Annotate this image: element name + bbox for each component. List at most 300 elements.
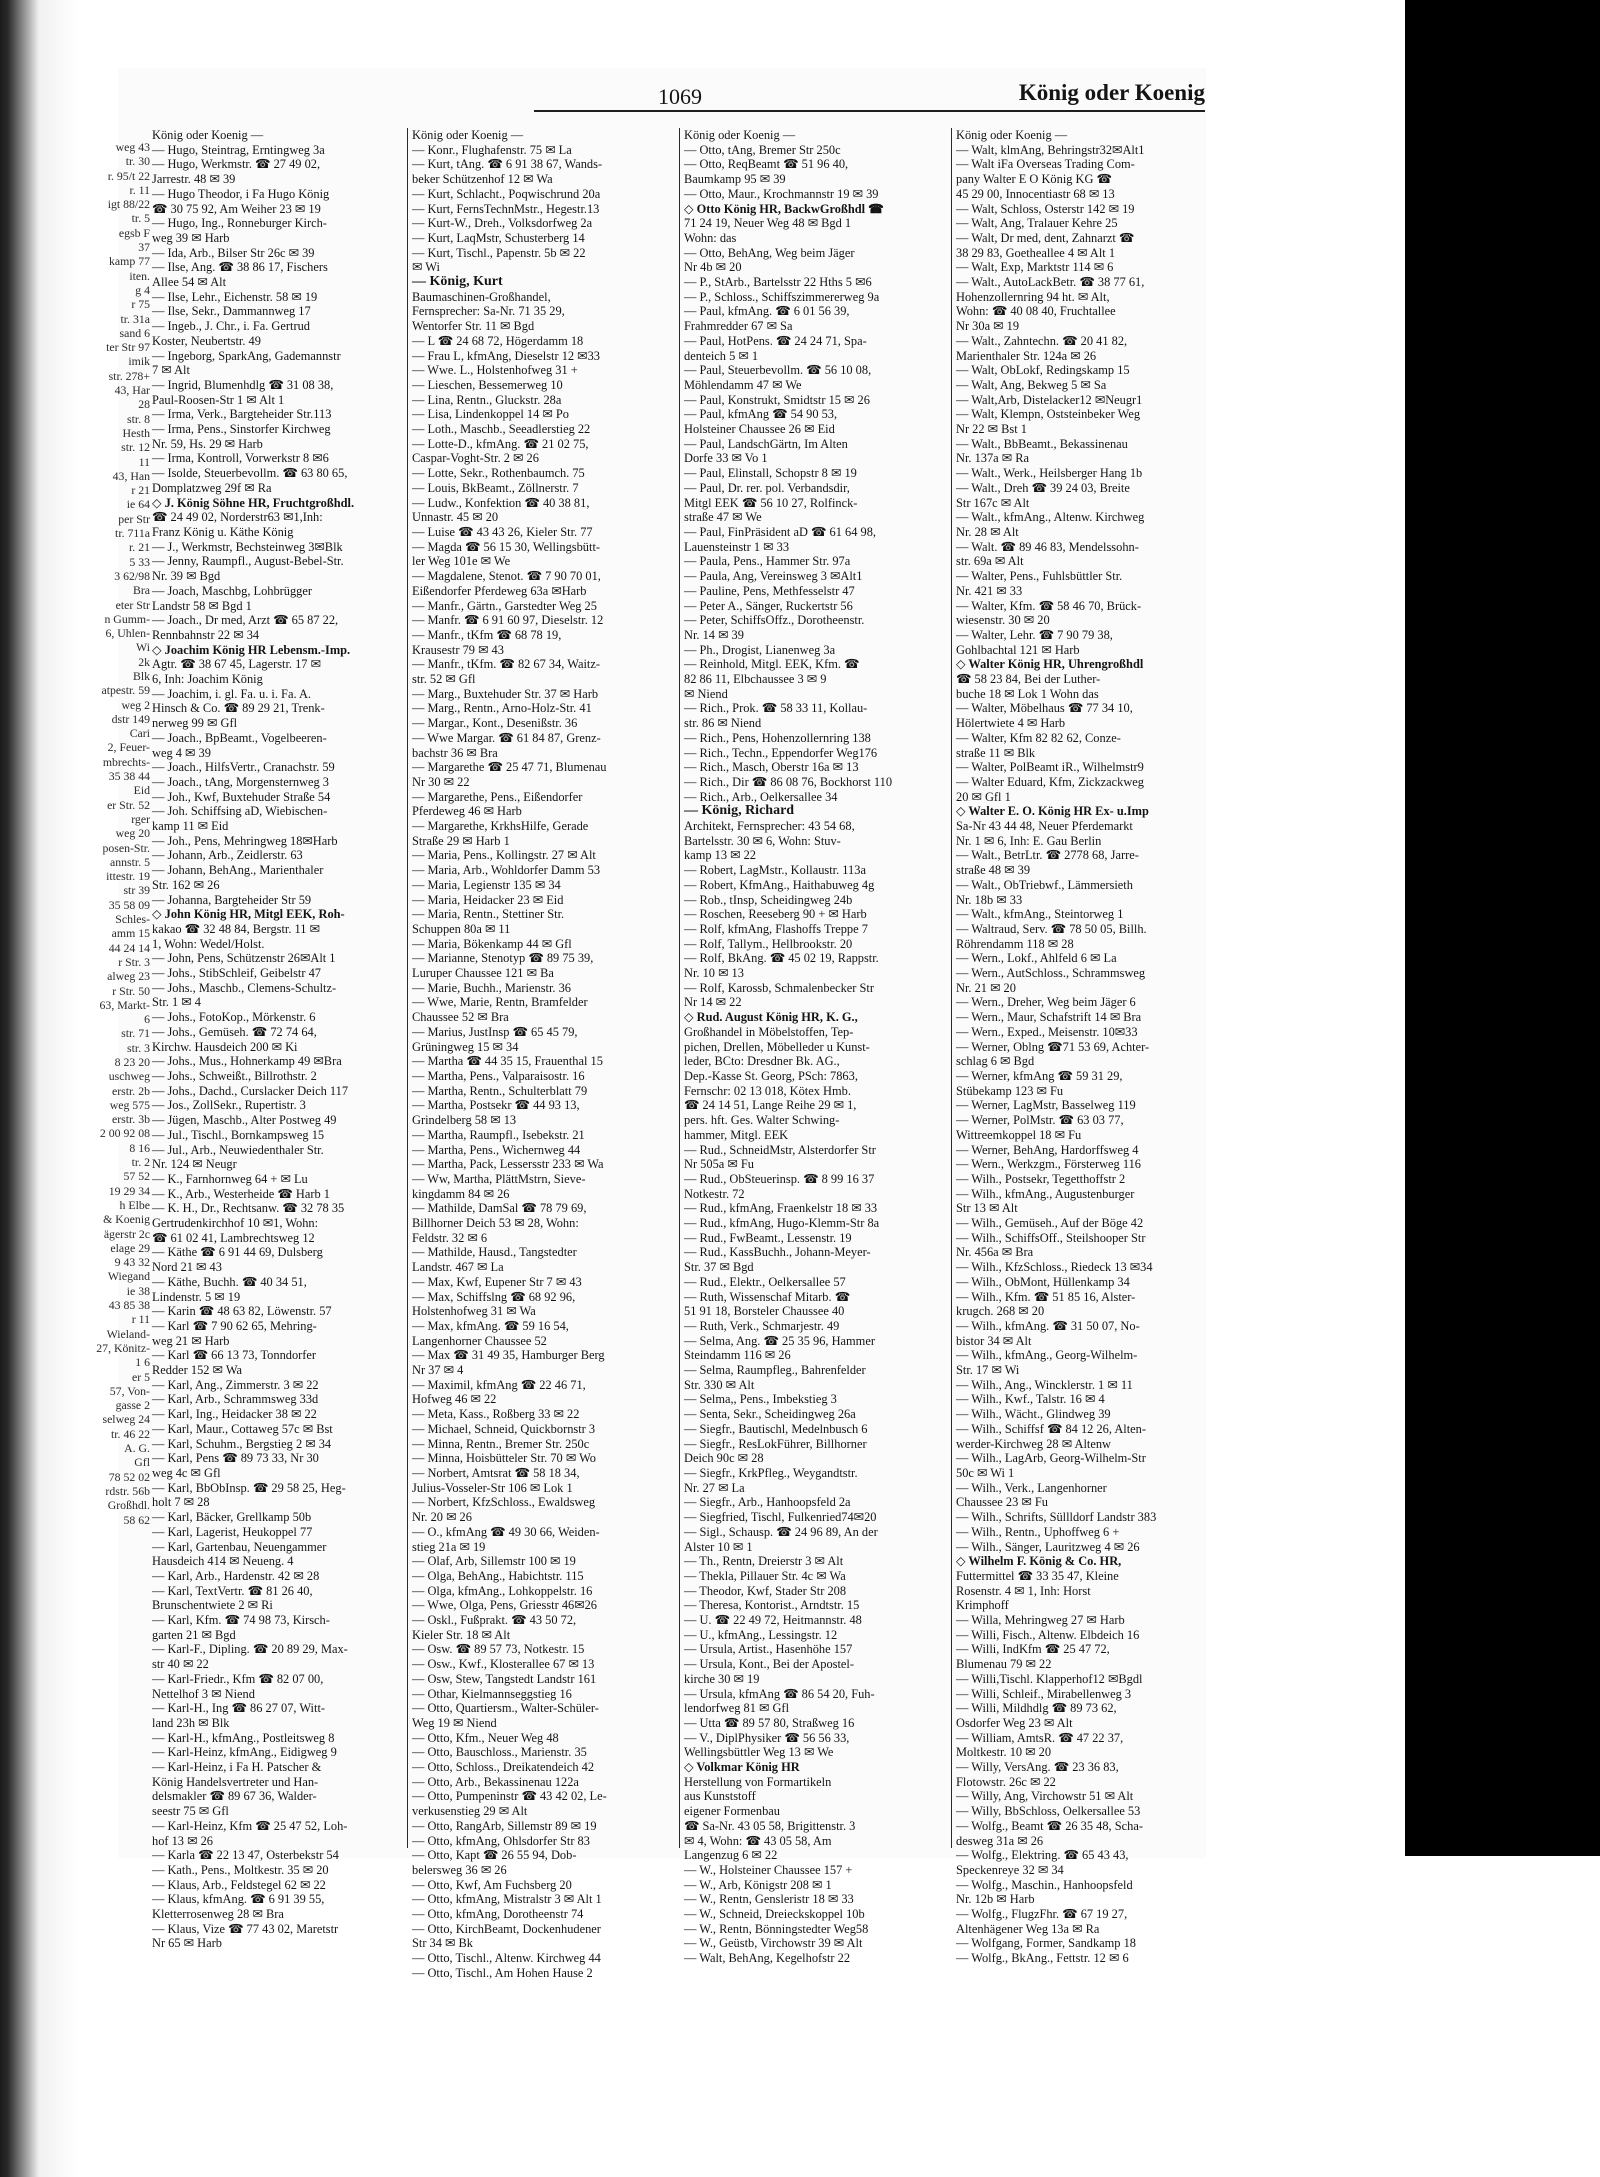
directory-entry: garten 21 ✉ Bgd <box>152 1627 236 1642</box>
facing-page-fragment: 3 62/98 <box>114 568 150 583</box>
directory-entry: Nr 14 ✉ 22 <box>684 995 742 1010</box>
directory-entry: ◇ Rud. August König HR, K. G., <box>684 1010 858 1025</box>
directory-entry: — Wolfg., Maschin., Hanhoopsfeld <box>956 1877 1133 1892</box>
directory-entry: buche 18 ✉ Lok 1 Wohn das <box>956 686 1099 701</box>
directory-entry: Str. 162 ✉ 26 <box>152 877 220 892</box>
directory-entry: — Jügen, Maschb., Alter Postweg 49 <box>152 1113 337 1128</box>
directory-entry: ◇ John König HR, Mitgl EEK, Roh- <box>152 907 345 922</box>
directory-entry: — Werner, PolMstr. ☎ 63 03 77, <box>956 1113 1124 1128</box>
directory-entry: — Maria, Arb., Wohldorfer Damm 53 <box>412 863 601 878</box>
directory-entry: — Wern., Lokf., Ahlfeld 6 ✉ La <box>956 951 1117 966</box>
directory-entry: ✉ Wi <box>412 260 440 275</box>
directory-entry: — Thekla, Pillauer Str. 4c ✉ Wa <box>684 1568 846 1583</box>
directory-entry: — König, Richard <box>684 803 795 819</box>
directory-entry: 71 24 19, Neuer Weg 48 ✉ Bgd 1 <box>684 216 852 231</box>
directory-entry: — Wilh., Schiffsf ☎ 84 12 26, Alten- <box>956 1421 1147 1436</box>
directory-entry: — Ruth, Wissenschaf Mitarb. ☎ <box>684 1289 851 1304</box>
directory-entry: — Paul, LandschGärtn, Im Alten <box>684 436 848 451</box>
directory-entry: Nr 37 ✉ 4 <box>412 1363 464 1378</box>
directory-entry: ler Weg 101e ✉ We <box>412 554 511 569</box>
facing-page-fragment: 63, Markt- <box>99 997 150 1012</box>
directory-entry: — Manfr., tKfm ☎ 68 78 19, <box>412 627 562 642</box>
directory-entry: — Johann, BehAng., Marienthaler <box>152 863 324 878</box>
directory-entry: — Marg., Rentn., Arno-Holz-Str. 41 <box>412 701 592 716</box>
directory-entry: König Handelsvertreter und Han- <box>152 1774 319 1789</box>
directory-entry: — Robert, KfmAng., Haithabuweg 4g <box>684 877 875 892</box>
directory-entry: — Willy, VersAng. ☎ 23 36 83, <box>956 1760 1119 1775</box>
directory-entry: — Wern., Dreher, Weg beim Jäger 6 <box>956 995 1136 1010</box>
directory-entry: — Minna, Rentn., Bremer Str. 250c <box>412 1436 590 1451</box>
directory-entry: — Th., Rentn, Dreierstr 3 ✉ Alt <box>684 1554 844 1569</box>
directory-entry: kirche 30 ✉ 19 <box>684 1671 760 1686</box>
directory-entry: — Reinhold, Mitgl. EEK, Kfm. ☎ <box>684 657 860 672</box>
directory-entry: Marienthaler Str. 124a ✉ 26 <box>956 348 1097 363</box>
facing-page-fragment: uschweg <box>108 1069 150 1084</box>
directory-entry: — Irma, Pens., Sinstorfer Kirchweg <box>152 422 331 437</box>
directory-entry: — Wilh., Rentn., Uphoffweg 6 + <box>956 1524 1120 1539</box>
directory-entry: — Irma, Verk., Bargteheider Str.113 <box>152 407 332 422</box>
directory-entry: Nr. 39 ✉ Bgd <box>152 569 221 584</box>
directory-entry: — Otto, RangArb, Sillemstr 89 ✉ 19 <box>412 1818 597 1833</box>
facing-page-fragment: kamp 77 <box>109 254 150 269</box>
directory-entry: Hinsch & Co. ☎ 89 29 21, Trenk- <box>152 701 325 716</box>
directory-entry: straße 11 ✉ Blk <box>956 745 1036 760</box>
directory-entry: — Ursula, kfmAng ☎ 86 54 20, Fuh- <box>684 1686 875 1701</box>
directory-entry: — Theresa, Kontorist., Arndtstr. 15 <box>684 1598 860 1613</box>
directory-entry: holt 7 ✉ 28 <box>152 1495 210 1510</box>
directory-entry: — Wilh., ObMont, Hüllenkamp 34 <box>956 1274 1130 1289</box>
directory-entry: Unnastr. 45 ✉ 20 <box>412 510 499 525</box>
directory-entry: — Rich., Masch, Oberstr 16a ✉ 13 <box>684 760 859 775</box>
directory-entry: — Mathilde, DamSal ☎ 78 79 69, <box>412 1201 587 1216</box>
directory-entry: weg 4c ✉ Gfl <box>152 1465 221 1480</box>
directory-entry: — Karl, Maur., Cottaweg 57c ✉ Bst <box>152 1421 333 1436</box>
directory-entry: — Jul., Tischl., Bornkampsweg 15 <box>152 1127 325 1142</box>
directory-entry: pichen, Drellen, Möbelleder u Kunst- <box>684 1039 870 1054</box>
directory-entry: ☎ 24 14 51, Lange Reihe 29 ✉ 1, <box>684 1098 857 1113</box>
directory-entry: ☎ 24 49 02, Norderstr63 ✉1,Inh: <box>152 510 323 525</box>
directory-entry: — Otto, ReqBeamt ☎ 51 96 40, <box>684 157 849 172</box>
directory-entry: — Ruth, Verk., Schmarjestr. 49 <box>684 1318 840 1333</box>
directory-entry: — Wilh., LagArb, Georg-Wilhelm-Str <box>956 1451 1146 1466</box>
directory-entry: — Otto, Quartiersm., Walter-Schüler- <box>412 1701 599 1716</box>
facing-page-fragment: rdstr. 56b <box>105 1483 150 1498</box>
directory-entry: — Walter, Kfm 82 82 62, Conze- <box>956 730 1121 745</box>
facing-page-fragment: ägerstr 2c <box>103 1226 150 1241</box>
directory-entry: ☎ Sa-Nr. 43 05 58, Brigittenstr. 3 <box>684 1818 856 1833</box>
directory-entry: Baumaschinen-Großhandel, <box>412 289 551 304</box>
directory-entry: — Rich., Arb., Oelkersallee 34 <box>684 789 838 804</box>
directory-entry: — Walter, Kfm. ☎ 58 46 70, Brück- <box>956 598 1142 613</box>
directory-entry: Hohenzollernring 94 ht. ✉ Alt, <box>956 289 1110 304</box>
directory-entry: — Luise ☎ 43 43 26, Kieler Str. 77 <box>412 524 593 539</box>
directory-entry: Nr. 20 ✉ 26 <box>412 1510 472 1525</box>
directory-entry: — Robert, LagMstr., Kollaustr. 113a <box>684 863 866 878</box>
directory-entry: — Wilh., Ang., Wincklerstr. 1 ✉ 11 <box>956 1377 1133 1392</box>
directory-entry: — P., StArb., Bartelsstr 22 Hths 5 ✉6 <box>684 275 872 290</box>
directory-entry: — Minna, Hoisbütteler Str. 70 ✉ Wo <box>412 1451 596 1466</box>
directory-entry: — Walt,Arb, Distelacker12 ✉Neugr1 <box>956 392 1143 407</box>
directory-entry: Blumenau 79 ✉ 22 <box>956 1657 1052 1672</box>
directory-entry: — Paul, Steuerbevollm. ☎ 56 10 08, <box>684 363 872 378</box>
directory-entry: — Paul, Dr. rer. pol. Verbandsdir, <box>684 480 850 495</box>
facing-page-fragment: & Koenig <box>103 1212 150 1227</box>
facing-page-fragment: per Str <box>118 511 150 526</box>
directory-entry: — Wern., Maur, Schafstrift 14 ✉ Bra <box>956 1010 1142 1025</box>
facing-page-fragment: imik <box>128 354 150 369</box>
facing-page-fragment: ie 64 <box>126 497 150 512</box>
directory-entry: Deich 90c ✉ 28 <box>684 1451 764 1466</box>
directory-entry: — Wilh., kfmAng., Georg-Wilhelm- <box>956 1348 1138 1363</box>
facing-page-fragment: r 11 <box>131 1312 150 1327</box>
column-divider <box>679 128 680 1848</box>
facing-page-fragment: ter Str 97 <box>106 340 150 355</box>
directory-entry: Nr. 137a ✉ Ra <box>956 451 1030 466</box>
directory-entry: — Walt, Klempn, Oststeinbeker Weg <box>956 407 1141 422</box>
directory-entry: — Walter, PolBeamt iR., Wilhelmstr9 <box>956 760 1144 775</box>
directory-entry: — Wilh., Gemüseh., Auf der Böge 42 <box>956 1216 1144 1231</box>
directory-entry: — Wolfg., FlugzFhr. ☎ 67 19 27, <box>956 1907 1128 1922</box>
directory-entry: Krausestr 79 ✉ 43 <box>412 642 504 657</box>
directory-entry: — W., Holsteiner Chaussee 157 + <box>684 1862 853 1877</box>
directory-entry: weg 39 ✉ Harb <box>152 230 230 245</box>
directory-entry: — K., Arb., Westerheide ☎ Harb 1 <box>152 1186 330 1201</box>
directory-entry: — Otto, Arb., Bekassinenau 122a <box>412 1774 579 1789</box>
directory-entry: — Joach, Maschbg, Lohbrügger <box>152 583 313 598</box>
directory-entry: Wittreemkoppel 18 ✉ Fu <box>956 1127 1082 1142</box>
facing-page-fragment: ie 38 <box>126 1283 150 1298</box>
directory-entry: — Maria, Pens., Kollingstr. 27 ✉ Alt <box>412 848 596 863</box>
directory-entry: kingdamm 84 ✉ 26 <box>412 1186 510 1201</box>
directory-entry: — Walt, Exp, Marktstr 114 ✉ 6 <box>956 260 1114 275</box>
facing-page-fragment: weg 20 <box>115 826 150 841</box>
directory-entry: Nr 22 ✉ Bst 1 <box>956 422 1027 437</box>
directory-entry: — Rob., tInsp, Scheidingweg 24b <box>684 892 853 907</box>
directory-entry: — Walter, Möbelhaus ☎ 77 34 10, <box>956 701 1133 716</box>
directory-entry: — Otto, Bauschloss., Marienstr. 35 <box>412 1745 587 1760</box>
directory-entry: — Loth., Maschb., Seeadlerstieg 22 <box>412 422 591 437</box>
directory-entry: — Maximil, kfmAng ☎ 22 46 71, <box>412 1377 586 1392</box>
directory-entry: — Karl, BbObInsp. ☎ 29 58 25, Heg- <box>152 1480 346 1495</box>
directory-entry: — Walt., ObTriebwf., Lämmersieth <box>956 877 1133 892</box>
directory-entry: Holstenhofweg 31 ✉ Wa <box>412 1304 536 1319</box>
directory-entry: — Otto, Kwf, Am Fuchsberg 20 <box>412 1877 572 1892</box>
directory-entry: — Konr., Flughafenstr. 75 ✉ La <box>412 142 572 157</box>
directory-entry: Möhlendamm 47 ✉ We <box>684 377 802 392</box>
directory-entry: — Olga, BehAng., Habichtstr. 115 <box>412 1568 584 1583</box>
directory-entry: — Wolfg., Elektring. ☎ 65 43 43, <box>956 1848 1129 1863</box>
directory-entry: hammer, Mitgl. EEK <box>684 1127 789 1142</box>
facing-page-fragment: annstr. 5 <box>110 854 150 869</box>
directory-entry: Herstellung von Formartikeln <box>684 1774 832 1789</box>
directory-entry: — Margarethe ☎ 25 47 71, Blumenau <box>412 760 607 775</box>
directory-entry: — Karla ☎ 22 13 47, Osterbekstr 54 <box>152 1848 339 1863</box>
directory-entry: — Margarethe, Pens., Eißendorfer <box>412 789 583 804</box>
directory-entry: — Wilh., Sänger, Lauritzweg 4 ✉ 26 <box>956 1539 1140 1554</box>
facing-page-fragment: er Str. 52 <box>107 797 150 812</box>
directory-entry: — Rud., FwBeamt., Lessenstr. 19 <box>684 1230 852 1245</box>
directory-entry: — Willi, IndKfm ☎ 25 47 72, <box>956 1642 1110 1657</box>
directory-entry: weg 21 ✉ Harb <box>152 1333 230 1348</box>
facing-page-fragment: Blk <box>132 668 150 683</box>
facing-page-fragment: dstr 149 <box>111 711 150 726</box>
facing-page-fragment: 35 38 44 <box>108 769 150 784</box>
directory-entry: — Osw, Stew, Tangstedt Landstr 161 <box>412 1671 597 1686</box>
directory-entry: — Otto, kfmAng, Mistralstr 3 ✉ Alt 1 <box>412 1892 602 1907</box>
directory-entry: — Siegfried, Tischl, Fulkenried74✉20 <box>684 1510 877 1525</box>
directory-entry: — Karl-F., Dipling. ☎ 20 89 29, Max- <box>152 1642 348 1657</box>
directory-entry: — Marianne, Stenotyp ☎ 89 75 39, <box>412 951 594 966</box>
directory-entry: — L ☎ 24 68 72, Högerdamm 18 <box>412 333 584 348</box>
directory-entry: — Otto, kfmAng, Ohlsdorfer Str 83 <box>412 1833 590 1848</box>
directory-entry: — Selma,, Pens., Imbekstieg 3 <box>684 1392 837 1407</box>
directory-entry: — Osw. ☎ 89 57 73, Notkestr. 15 <box>412 1642 585 1657</box>
directory-entry: 51 91 18, Borsteler Chaussee 40 <box>684 1304 845 1319</box>
directory-entry: Lauensteinstr 1 ✉ 33 <box>684 539 790 554</box>
directory-entry: — Wilh., Wächt., Glindweg 39 <box>956 1407 1111 1422</box>
directory-entry: — Karl, Bäcker, Grellkamp 50b <box>152 1510 312 1525</box>
directory-entry: — Rich., Techn., Eppendorfer Weg176 <box>684 745 878 760</box>
directory-entry: — Ursula, Artist., Hasenhöhe 157 <box>684 1642 853 1657</box>
directory-entry: Billhorner Deich 53 ✉ 28, Wohn: <box>412 1216 579 1231</box>
directory-entry: — V., DiplPhysiker ☎ 56 56 33, <box>684 1730 850 1745</box>
directory-entry: Nr 65 ✉ Harb <box>152 1936 222 1951</box>
directory-entry: — Norbert, Amtsrat ☎ 58 18 34, <box>412 1465 580 1480</box>
directory-entry: Nr. 18b ✉ 33 <box>956 892 1023 907</box>
directory-entry: — Wilh., Postsekr, Tegetthoffstr 2 <box>956 1171 1126 1186</box>
directory-entry: — Hugo Theodor, i Fa Hugo König <box>152 186 330 201</box>
directory-column-4 <box>956 128 1206 1966</box>
directory-entry: — Ph., Drogist, Lianenweg 3a <box>684 642 836 657</box>
directory-entry: — Walt iFa Overseas Trading Com- <box>956 157 1135 172</box>
directory-entry: — Willy, BbSchloss, Oelkersallee 53 <box>956 1804 1141 1819</box>
directory-entry: — Siegfr., ResLokFührer, Billhorner <box>684 1436 867 1451</box>
scan-background-edge <box>1405 0 1600 1856</box>
facing-page-fragment: ittestr. 19 <box>106 869 150 884</box>
directory-entry: ◇ Joachim König HR Lebensm.-Imp. <box>152 642 351 657</box>
directory-entry: — Werner, LagMstr, Basselweg 119 <box>956 1098 1136 1113</box>
directory-entry: — Otto, Maur., Krochmannstr 19 ✉ 39 <box>684 186 879 201</box>
facing-page-fragment: 37 <box>138 240 150 255</box>
directory-entry: König oder Koenig — <box>956 128 1068 142</box>
directory-entry: Wohn: das <box>684 230 737 245</box>
directory-entry: — U. ☎ 22 49 72, Heitmannstr. 48 <box>684 1613 862 1628</box>
directory-entry: — Wern., AutSchloss., Schrammsweg <box>956 966 1146 981</box>
facing-page-fragment: h Elbe <box>119 1197 150 1212</box>
directory-entry: — Kurt, Tischl., Papenstr. 5b ✉ 22 <box>412 245 586 260</box>
facing-page-fragment: 58 62 <box>123 1512 150 1527</box>
directory-entry: schlag 6 ✉ Bgd <box>956 1054 1035 1069</box>
directory-entry: — Wwe, Marie, Rentn, Bramfelder <box>412 995 588 1010</box>
directory-entry: Stübekamp 123 ✉ Fu <box>956 1083 1064 1098</box>
directory-entry: — Wolfg., Beamt ☎ 26 35 48, Scha- <box>956 1818 1143 1833</box>
column-divider <box>407 128 408 1848</box>
directory-entry: Flotowstr. 26c ✉ 22 <box>956 1774 1056 1789</box>
directory-entry: Nr. 10 ✉ 13 <box>684 966 744 981</box>
directory-entry: — Pauline, Pens, Methfesselstr 47 <box>684 583 855 598</box>
facing-page-fragment: 27, Könitz- <box>96 1340 150 1355</box>
facing-page-fragment: Großhdl. <box>107 1498 150 1513</box>
facing-page-fragment: Gfl <box>134 1455 150 1470</box>
directory-entry: — Rud., SchneidMstr, Alsterdorfer Str <box>684 1142 876 1157</box>
directory-entry: — Wilh., Kfm. ☎ 51 85 16, Alster- <box>956 1289 1136 1304</box>
directory-entry: Schuppen 80a ✉ 11 <box>412 921 511 936</box>
directory-entry: ◇ Wilhelm F. König & Co. HR, <box>956 1554 1122 1569</box>
directory-entry: Nr 30 ✉ 22 <box>412 774 470 789</box>
directory-entry: Lindenstr. 5 ✉ 19 <box>152 1289 241 1304</box>
facing-page-fragment: str. 3 <box>127 1040 150 1055</box>
directory-entry: Langenzug 6 ✉ 22 <box>684 1848 778 1863</box>
directory-entry: Krimphoff <box>956 1598 1009 1613</box>
directory-entry: — Max ☎ 31 49 35, Hamburger Berg <box>412 1348 605 1363</box>
directory-entry: — Hugo, Werkmstr. ☎ 27 49 02, <box>152 157 321 172</box>
directory-entry: — Martha, Rentn., Schulterblatt 79 <box>412 1083 588 1098</box>
facing-page-fragment: 78 52 02 <box>108 1469 150 1484</box>
directory-entry: — Otto, Schloss., Dreikatendeich 42 <box>412 1760 595 1775</box>
directory-entry: Grüningweg 15 ✉ 34 <box>412 1039 519 1054</box>
directory-entry: Nr. 59, Hs. 29 ✉ Harb <box>152 436 263 451</box>
directory-entry: — Karl, Pens ☎ 89 73 33, Nr 30 <box>152 1451 319 1466</box>
directory-entry: — Karl, Ing., Heidacker 38 ✉ 22 <box>152 1407 317 1422</box>
directory-entry: — Peter A., Sänger, Ruckertstr 56 <box>684 598 853 613</box>
directory-entry: — Joach., HilfsVertr., Cranachstr. 59 <box>152 760 335 775</box>
directory-entry: desweg 31a ✉ 26 <box>956 1833 1044 1848</box>
directory-entry: — Walt, Ang, Bekweg 5 ✉ Sa <box>956 377 1107 392</box>
directory-entry: — Manfr., tKfm. ☎ 82 67 34, Waitz- <box>412 657 600 672</box>
directory-entry: — Frau L, kfmAng, Dieselstr 12 ✉33 <box>412 348 600 363</box>
directory-entry: Kirchw. Hausdeich 200 ✉ Ki <box>152 1039 298 1054</box>
facing-page-fragment: amm 15 <box>111 926 150 941</box>
directory-entry: — Paula, Pens., Hammer Str. 97a <box>684 554 851 569</box>
directory-entry: — Theodor, Kwf, Stader Str 208 <box>684 1583 847 1598</box>
directory-entry: Altenhägener Weg 13a ✉ Ra <box>956 1921 1100 1936</box>
directory-entry: — Johs., Maschb., Clemens-Schultz- <box>152 980 337 995</box>
directory-entry: — Siegfr., KrkPfleg., Weygandtstr. <box>684 1465 858 1480</box>
directory-entry: — Willi, Fisch., Altenw. Elbdeich 16 <box>956 1627 1140 1642</box>
directory-entry: pany Walter E O König KG ☎ <box>956 172 1112 187</box>
directory-entry: — Wilh., Verk., Langenhorner <box>956 1480 1107 1495</box>
facing-page-fragment: tr. 5 <box>131 211 150 226</box>
facing-page-fragment: 44 24 14 <box>108 940 150 955</box>
directory-entry: — Willy, Ang, Virchowstr 51 ✉ Alt <box>956 1789 1134 1804</box>
facing-page-fragment: weg 43 <box>115 140 150 154</box>
directory-entry: Nr. 1 ✉ 6, Inh: E. Gau Berlin <box>956 833 1102 848</box>
directory-entry: — Oskl., Fußprakt. ☎ 43 50 72, <box>412 1613 577 1628</box>
directory-entry: straße 48 ✉ 39 <box>956 863 1031 878</box>
directory-entry: — Maria, Bökenkamp 44 ✉ Gfl <box>412 936 572 951</box>
directory-entry: — Karl ☎ 7 90 62 65, Mehring- <box>152 1318 317 1333</box>
facing-page-fragment: alweg 23 <box>107 969 150 984</box>
directory-column-2 <box>412 128 674 1980</box>
directory-entry: Frahmredder 67 ✉ Sa <box>684 319 793 334</box>
facing-page-fragment: 43, Han <box>112 468 150 483</box>
facing-page-fragment: weg 2 <box>121 697 150 712</box>
directory-entry: — Kurt, tAng. ☎ 6 91 38 67, Wands- <box>412 157 603 172</box>
directory-entry: — Walt, Schloss, Osterstr 142 ✉ 19 <box>956 201 1135 216</box>
facing-page-fragment: erstr. 3b <box>111 1112 150 1127</box>
facing-page-fragment: 8 23 20 <box>114 1055 150 1069</box>
directory-entry: — Margarethe, KrkhsHilfe, Gerade <box>412 819 589 834</box>
directory-entry: beker Schützenhof 12 ✉ Wa <box>412 172 553 187</box>
directory-entry: — W., Arb, Königstr 208 ✉ 1 <box>684 1877 832 1892</box>
directory-entry: — Johanna, Bargteheider Str 59 <box>152 892 312 907</box>
directory-entry: — Marie, Buchh., Marienstr. 36 <box>412 980 571 995</box>
facing-page-fragment: selweg 24 <box>102 1412 150 1427</box>
directory-entry: Agtr. ☎ 38 67 45, Lagerstr. 17 ✉ <box>152 657 321 672</box>
facing-page-fragment: mbrechts- <box>102 754 150 769</box>
directory-entry: — Hugo, Ing., Ronneburger Kirch- <box>152 216 327 231</box>
directory-entry: — Wilh., KfzSchloss., Riedeck 13 ✉34 <box>956 1260 1153 1275</box>
facing-page-fragment: str 39 <box>123 883 150 898</box>
directory-entry: denteich 5 ✉ 1 <box>684 348 759 363</box>
directory-entry: Bartelsstr. 30 ✉ 6, Wohn: Stuv- <box>684 833 841 848</box>
directory-entry: Chaussee 23 ✉ Fu <box>956 1495 1048 1510</box>
directory-entry: — Johs., Gemüseh. ☎ 72 74 64, <box>152 1024 317 1039</box>
facing-page-fragment: erstr. 2b <box>111 1083 150 1098</box>
directory-entry: nerweg 99 ✉ Gfl <box>152 716 238 731</box>
directory-entry: Gertrudenkirchhof 10 ✉1, Wohn: <box>152 1216 319 1231</box>
directory-entry: pers. hft. Ges. Walter Schwing- <box>684 1113 840 1128</box>
directory-entry: Nr 505a ✉ Fu <box>684 1157 754 1172</box>
directory-entry: kamp 11 ✉ Eid <box>152 819 229 834</box>
directory-entry: — Marg., Buxtehuder Str. 37 ✉ Harb <box>412 686 599 701</box>
directory-entry: — Wwe Margar. ☎ 61 84 87, Grenz- <box>412 730 601 745</box>
directory-entry: — Manfr., Gärtn., Garstedter Weg 25 <box>412 598 597 613</box>
directory-entry: kamp 13 ✉ 22 <box>684 848 756 863</box>
directory-entry: — Ingeb., J. Chr., i. Fa. Gertrud <box>152 319 310 334</box>
directory-entry: — Käthe, Buchh. ☎ 40 34 51, <box>152 1274 307 1289</box>
directory-entry: — Wilh., SchiffsOff., Steilshooper Str <box>956 1230 1146 1245</box>
directory-entry: Osdorfer Weg 23 ✉ Alt <box>956 1715 1073 1730</box>
facing-page-fragment: str. 278+ <box>108 368 150 383</box>
directory-entry: — Osw., Kwf., Klosterallee 67 ✉ 13 <box>412 1657 595 1672</box>
directory-entry: Redder 152 ✉ Wa <box>152 1363 243 1378</box>
directory-entry: Nr. 21 ✉ 20 <box>956 980 1016 995</box>
directory-entry: — K. H., Dr., Rechtsanw. ☎ 32 78 35 <box>152 1201 345 1216</box>
directory-entry: eigener Formenbau <box>684 1804 780 1819</box>
directory-entry: — Walter, Lehr. ☎ 7 90 79 38, <box>956 627 1113 642</box>
directory-entry: — Paul, Elinstall, Schopstr 8 ✉ 19 <box>684 466 857 481</box>
directory-entry: delsmakler ☎ 89 67 36, Walder- <box>152 1789 317 1804</box>
directory-entry: str 40 ✉ 22 <box>152 1657 209 1672</box>
directory-entry: — Johs., FotoKop., Mörkenstr. 6 <box>152 1010 316 1025</box>
directory-entry: straße 47 ✉ We <box>684 510 762 525</box>
facing-page-fragment: tr. 46 22 <box>111 1426 150 1441</box>
facing-page-fragment: Bra <box>132 583 150 598</box>
directory-entry: Hofweg 46 ✉ 22 <box>412 1392 497 1407</box>
directory-entry: — Paula, Ang, Vereinsweg 3 ✉Alt1 <box>684 569 863 584</box>
directory-entry: — Karl, TextVertr. ☎ 81 26 40, <box>152 1583 313 1598</box>
directory-entry: — Karl-H., Ing ☎ 86 27 07, Witt- <box>152 1701 326 1716</box>
directory-entry: Weg 19 ✉ Niend <box>412 1715 497 1730</box>
directory-entry: Allee 54 ✉ Alt <box>152 275 227 290</box>
directory-entry: — John, Pens, Schützenstr 26✉Alt 1 <box>152 951 336 966</box>
directory-entry: — Joachim, i. gl. Fa. u. i. Fa. A. <box>152 686 312 701</box>
directory-entry: — Irma, Kontroll, Vorwerkstr 8 ✉6 <box>152 451 329 466</box>
facing-page-fragment: r. 95/t 22 <box>107 168 150 183</box>
directory-entry: hof 13 ✉ 26 <box>152 1833 213 1848</box>
directory-entry: — Otto, kfmAng, Dorotheenstr 74 <box>412 1907 584 1922</box>
directory-entry: — Marius, JustInsp ☎ 65 45 79, <box>412 1024 578 1039</box>
directory-entry: — Wilh., Kwf., Talstr. 16 ✉ 4 <box>956 1392 1105 1407</box>
directory-entry: ✉ 4, Wohn: ☎ 43 05 58, Am <box>684 1833 832 1848</box>
directory-entry: — Ludw., Konfektion ☎ 40 38 81, <box>412 495 590 510</box>
directory-entry: — Ursula, Kont., Bei der Apostel- <box>684 1657 855 1672</box>
directory-entry: Jarrestr. 48 ✉ 39 <box>152 172 236 187</box>
directory-entry: — Peter, SchiffsOffz., Dorotheenstr. <box>684 613 865 628</box>
directory-entry: — Rolf, BkAng. ☎ 45 02 19, Rappstr. <box>684 951 879 966</box>
directory-entry: — Kurt, Schlacht., Poqwischrund 20a <box>412 186 601 201</box>
